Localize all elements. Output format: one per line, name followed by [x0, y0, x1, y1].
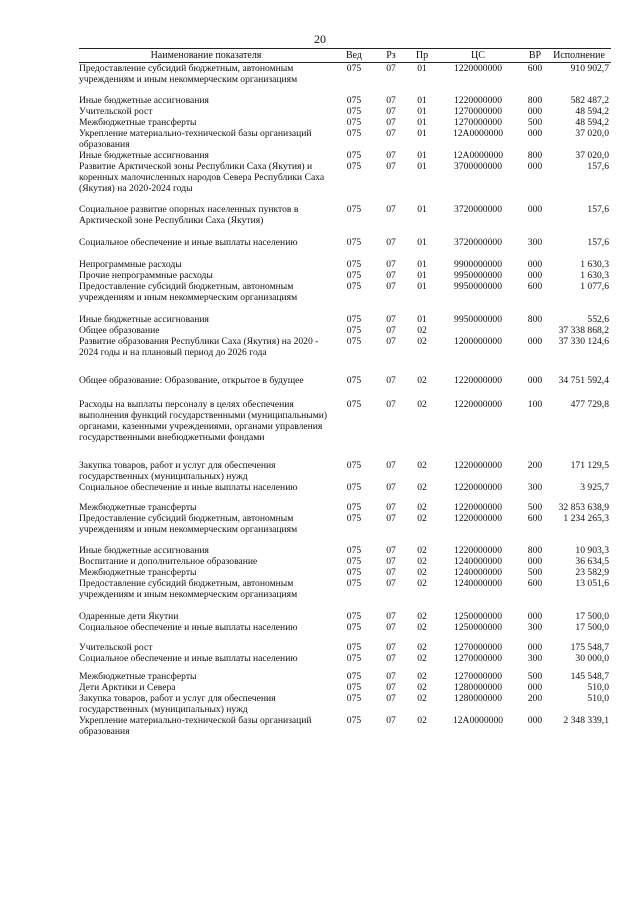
cell-rz: 07	[386, 314, 396, 325]
cell-pr: 02	[417, 399, 427, 410]
cell-rz: 07	[386, 399, 396, 410]
cell-ved: 075	[346, 693, 362, 704]
cell-ex: 1 234 265,3	[563, 513, 609, 524]
cell-rz: 07	[386, 325, 396, 336]
cell-cs: 12A0000000	[452, 715, 504, 726]
header-name: Наименование показателя	[150, 50, 262, 61]
cell-cs: 9950000000	[454, 314, 502, 325]
cell-ved: 075	[346, 106, 362, 117]
cell-ex: 37 020,0	[575, 128, 609, 139]
header-pr: Пр	[415, 50, 429, 61]
cell-vr: 500	[527, 567, 543, 578]
cell-pr: 02	[417, 622, 427, 633]
cell-pr: 01	[417, 204, 427, 215]
cell-ex: 37 020,0	[575, 150, 609, 161]
cell-vr: 800	[527, 545, 543, 556]
cell-cs: 1220000000	[454, 63, 502, 74]
table-row	[79, 106, 611, 117]
cell-vr: 800	[527, 314, 543, 325]
table-row	[79, 150, 611, 161]
cell-ved: 075	[346, 281, 362, 292]
cell-name: Общее образование: Образование, открытое в будущее	[79, 375, 304, 386]
cell-cs: 1250000000	[454, 611, 502, 622]
cell-pr: 02	[417, 578, 427, 589]
cell-name: Социальное обеспечение и иные выплаты населению	[79, 237, 298, 248]
cell-pr: 01	[417, 259, 427, 270]
cell-cs: 1250000000	[454, 622, 502, 633]
cell-vr: 300	[527, 237, 543, 248]
cell-pr: 01	[417, 270, 427, 281]
cell-ex: 17 500,0	[575, 622, 609, 633]
cell-ved: 075	[346, 270, 362, 281]
cell-vr: 300	[527, 653, 543, 664]
cell-rz: 07	[386, 715, 396, 726]
cell-vr: 000	[527, 128, 543, 139]
cell-pr: 02	[417, 642, 427, 653]
cell-vr: 000	[527, 556, 543, 567]
cell-cs: 9900000000	[454, 259, 502, 270]
cell-vr: 000	[527, 375, 543, 386]
cell-pr: 02	[417, 502, 427, 513]
cell-name: Предоставление субсидий бюджетным, автономным учреждениям и иным некоммерческим организациям	[79, 281, 298, 303]
table-row	[79, 482, 611, 502]
budget-table	[79, 48, 611, 737]
cell-ved: 075	[346, 150, 362, 161]
cell-pr: 01	[417, 161, 427, 172]
table-row	[79, 204, 611, 237]
cell-ex: 175 548,7	[570, 642, 609, 653]
cell-ved: 075	[346, 642, 362, 653]
cell-cs: 12A0000000	[452, 150, 504, 161]
cell-ex: 34 751 592,4	[558, 375, 609, 386]
cell-vr: 000	[527, 204, 543, 215]
cell-vr: 200	[527, 460, 543, 471]
cell-ex: 2 348 339,1	[563, 715, 609, 726]
table-row	[79, 336, 611, 375]
table-body	[79, 63, 611, 737]
cell-vr: 600	[527, 513, 543, 524]
cell-name: Укрепление материально-технической базы организаций образования	[79, 715, 312, 737]
cell-vr: 300	[527, 482, 543, 493]
cell-ved: 075	[346, 502, 362, 513]
cell-ved: 075	[346, 611, 362, 622]
table-row	[79, 642, 611, 653]
cell-rz: 07	[386, 336, 396, 347]
cell-ex: 37 338 868,2	[558, 325, 609, 336]
header-ex: Исполнение	[553, 50, 605, 61]
cell-vr: 000	[527, 611, 543, 622]
cell-name: Одаренные дети Якутии	[79, 611, 179, 622]
cell-ex: 1 630,3	[580, 259, 609, 270]
cell-ved: 075	[346, 399, 362, 410]
cell-ex: 36 634,5	[575, 556, 609, 567]
table-row	[79, 270, 611, 281]
cell-ex: 145 548,7	[570, 671, 609, 682]
cell-ex: 32 853 638,9	[558, 502, 609, 513]
cell-rz: 07	[386, 513, 396, 524]
table-row	[79, 325, 611, 336]
cell-cs: 3720000000	[454, 237, 502, 248]
cell-ved: 075	[346, 460, 362, 471]
table-row	[79, 161, 611, 204]
cell-vr: 600	[527, 63, 543, 74]
cell-name: Общее образование	[79, 325, 160, 336]
cell-ved: 075	[346, 117, 362, 128]
cell-rz: 07	[386, 237, 396, 248]
cell-rz: 07	[386, 611, 396, 622]
cell-ved: 075	[346, 653, 362, 664]
table-row	[79, 611, 611, 622]
cell-pr: 02	[417, 653, 427, 664]
cell-rz: 07	[386, 545, 396, 556]
table-row	[79, 693, 611, 715]
cell-pr: 02	[417, 556, 427, 567]
cell-name: Учительской рост	[79, 106, 153, 117]
cell-pr: 02	[417, 567, 427, 578]
table-row	[79, 578, 611, 611]
cell-name: Учительской рост	[79, 642, 153, 653]
cell-ex: 17 500,0	[575, 611, 609, 622]
cell-cs: 1220000000	[454, 482, 502, 493]
cell-rz: 07	[386, 270, 396, 281]
cell-name: Дети Арктики и Севера	[79, 682, 176, 693]
cell-pr: 02	[417, 715, 427, 726]
cell-ved: 075	[346, 237, 362, 248]
cell-pr: 01	[417, 281, 427, 292]
table-row	[79, 281, 611, 314]
table-row	[79, 513, 611, 545]
cell-name: Иные бюджетные ассигнования	[79, 150, 209, 161]
cell-ved: 075	[346, 671, 362, 682]
table-row	[79, 567, 611, 578]
cell-cs: 1280000000	[454, 693, 502, 704]
header-vr: ВР	[528, 50, 542, 61]
cell-pr: 02	[417, 325, 427, 336]
cell-name: Развитие образования Республики Саха (Якутия) на 2020 - 2024 годы и на плановый период до 2026 года	[79, 336, 319, 358]
table-row	[79, 399, 611, 460]
table-row	[79, 314, 611, 325]
cell-vr: 200	[527, 693, 543, 704]
cell-ex: 510,0	[587, 682, 609, 693]
cell-pr: 01	[417, 314, 427, 325]
cell-name: Иные бюджетные ассигнования	[79, 545, 209, 556]
cell-name: Социальное развитие опорных населенных пунктов в Арктической зоне Республики Саха (Якутия)	[79, 204, 299, 226]
cell-rz: 07	[386, 259, 396, 270]
cell-cs: 1220000000	[454, 399, 502, 410]
cell-ved: 075	[346, 314, 362, 325]
cell-rz: 07	[386, 63, 396, 74]
cell-vr: 800	[527, 150, 543, 161]
cell-rz: 07	[386, 622, 396, 633]
table-row	[79, 460, 611, 482]
cell-rz: 07	[386, 578, 396, 589]
cell-ex: 552,6	[587, 314, 609, 325]
cell-ex: 477 729,8	[570, 399, 609, 410]
cell-name: Закупка товаров, работ и услуг для обеспечения государственных (муниципальных) нужд	[79, 693, 276, 715]
cell-name: Развитие Арктической зоны Республики Саха (Якутия) и коренных малочисленных народов Севера Республики Саха (Якутия) на 2020-2024 годы	[79, 161, 325, 194]
cell-cs: 1220000000	[454, 460, 502, 471]
cell-name: Непрограммные расходы	[79, 259, 182, 270]
table-row	[79, 502, 611, 513]
table-row	[79, 237, 611, 259]
cell-pr: 01	[417, 237, 427, 248]
cell-ved: 075	[346, 95, 362, 106]
cell-cs: 3700000000	[454, 161, 502, 172]
cell-ex: 171 129,5	[570, 460, 609, 471]
cell-vr: 000	[527, 259, 543, 270]
cell-pr: 02	[417, 611, 427, 622]
cell-ex: 30 000,0	[575, 653, 609, 664]
cell-rz: 07	[386, 642, 396, 653]
cell-pr: 01	[417, 128, 427, 139]
cell-rz: 07	[386, 150, 396, 161]
cell-vr: 000	[527, 715, 543, 726]
cell-ex: 157,6	[587, 161, 609, 172]
cell-pr: 01	[417, 106, 427, 117]
table-row	[79, 622, 611, 642]
table-row	[79, 259, 611, 270]
cell-rz: 07	[386, 95, 396, 106]
cell-cs: 1240000000	[454, 567, 502, 578]
cell-ved: 075	[346, 375, 362, 386]
cell-name: Межбюджетные трансферты	[79, 567, 197, 578]
cell-cs: 1220000000	[454, 545, 502, 556]
cell-cs: 9950000000	[454, 270, 502, 281]
cell-name: Социальное обеспечение и иные выплаты населению	[79, 622, 298, 633]
table-row	[79, 545, 611, 556]
cell-cs: 1270000000	[454, 653, 502, 664]
cell-rz: 07	[386, 281, 396, 292]
cell-cs: 9950000000	[454, 281, 502, 292]
table-row	[79, 653, 611, 671]
cell-vr: 100	[527, 399, 543, 410]
header-ved: Вед	[345, 50, 363, 61]
page-number: 20	[314, 32, 326, 46]
cell-name: Межбюджетные трансферты	[79, 117, 197, 128]
cell-name: Межбюджетные трансферты	[79, 502, 197, 513]
cell-name: Социальное обеспечение и иные выплаты населению	[79, 653, 298, 664]
cell-ex: 13 051,6	[575, 578, 609, 589]
cell-rz: 07	[386, 128, 396, 139]
cell-name: Закупка товаров, работ и услуг для обеспечения государственных (муниципальных) нужд	[79, 460, 276, 482]
header-cs: ЦС	[471, 50, 485, 61]
cell-cs: 1200000000	[454, 336, 502, 347]
cell-vr: 300	[527, 622, 543, 633]
cell-cs: 1220000000	[454, 502, 502, 513]
cell-ved: 075	[346, 578, 362, 589]
cell-pr: 02	[417, 482, 427, 493]
cell-cs: 1270000000	[454, 642, 502, 653]
cell-cs: 1220000000	[454, 513, 502, 524]
cell-ved: 075	[346, 545, 362, 556]
cell-vr: 000	[527, 642, 543, 653]
cell-vr: 500	[527, 671, 543, 682]
table-row	[79, 95, 611, 106]
cell-rz: 07	[386, 502, 396, 513]
cell-name: Предоставление субсидий бюджетным, автономным учреждениям и иным некоммерческим организациям	[79, 63, 298, 85]
cell-vr: 600	[527, 281, 543, 292]
cell-cs: 1220000000	[454, 95, 502, 106]
cell-ved: 075	[346, 556, 362, 567]
cell-name: Воспитание и дополнительное образование	[79, 556, 258, 567]
cell-name: Иные бюджетные ассигнования	[79, 314, 209, 325]
cell-ved: 075	[346, 259, 362, 270]
cell-pr: 02	[417, 460, 427, 471]
cell-rz: 07	[386, 671, 396, 682]
table-row	[79, 375, 611, 399]
cell-ved: 075	[346, 204, 362, 215]
table-row	[79, 671, 611, 682]
cell-vr: 000	[527, 336, 543, 347]
cell-vr: 800	[527, 95, 543, 106]
cell-cs: 1240000000	[454, 556, 502, 567]
cell-vr: 000	[527, 106, 543, 117]
cell-ved: 075	[346, 63, 362, 74]
cell-ex: 157,6	[587, 237, 609, 248]
cell-pr: 02	[417, 375, 427, 386]
cell-rz: 07	[386, 482, 396, 493]
cell-pr: 01	[417, 95, 427, 106]
cell-cs: 12A0000000	[452, 128, 504, 139]
cell-rz: 07	[386, 460, 396, 471]
cell-ex: 48 594,2	[575, 117, 609, 128]
table-row	[79, 128, 611, 150]
cell-name: Прочие непрограммные расходы	[79, 270, 213, 281]
cell-cs: 1240000000	[454, 578, 502, 589]
table-row	[79, 63, 611, 95]
cell-name: Иные бюджетные ассигнования	[79, 95, 209, 106]
table-row	[79, 556, 611, 567]
cell-ex: 3 925,7	[580, 482, 609, 493]
cell-vr: 500	[527, 117, 543, 128]
cell-rz: 07	[386, 567, 396, 578]
cell-rz: 07	[386, 682, 396, 693]
cell-name: Межбюджетные трансферты	[79, 671, 197, 682]
cell-cs: 1280000000	[454, 682, 502, 693]
cell-ex: 1 630,3	[580, 270, 609, 281]
cell-name: Социальное обеспечение и иные выплаты населению	[79, 482, 298, 493]
cell-pr: 02	[417, 671, 427, 682]
cell-name: Предоставление субсидий бюджетным, автономным учреждениям и иным некоммерческим организациям	[79, 578, 298, 600]
cell-pr: 02	[417, 336, 427, 347]
cell-ved: 075	[346, 161, 362, 172]
cell-pr: 02	[417, 513, 427, 524]
table-row	[79, 715, 611, 737]
cell-ex: 23 582,9	[575, 567, 609, 578]
cell-rz: 07	[386, 106, 396, 117]
cell-ved: 075	[346, 715, 362, 726]
cell-ex: 10 903,3	[575, 545, 609, 556]
cell-ved: 075	[346, 336, 362, 347]
cell-vr: 000	[527, 270, 543, 281]
cell-cs: 1270000000	[454, 117, 502, 128]
cell-rz: 07	[386, 653, 396, 664]
cell-ved: 075	[346, 128, 362, 139]
cell-cs: 3720000000	[454, 204, 502, 215]
cell-ved: 075	[346, 622, 362, 633]
header-rz: Рз	[386, 50, 396, 61]
cell-vr: 000	[527, 682, 543, 693]
cell-ex: 48 594,2	[575, 106, 609, 117]
table-row	[79, 117, 611, 128]
cell-pr: 01	[417, 63, 427, 74]
table-row	[79, 682, 611, 693]
cell-ex: 1 077,6	[580, 281, 609, 292]
cell-pr: 01	[417, 150, 427, 161]
cell-ved: 075	[346, 482, 362, 493]
cell-ex: 37 330 124,6	[558, 336, 609, 347]
cell-ex: 910 902,7	[570, 63, 609, 74]
cell-cs: 1270000000	[454, 106, 502, 117]
cell-ex: 157,6	[587, 204, 609, 215]
cell-vr: 600	[527, 578, 543, 589]
cell-vr: 500	[527, 502, 543, 513]
cell-rz: 07	[386, 161, 396, 172]
cell-ved: 075	[346, 513, 362, 524]
cell-name: Предоставление субсидий бюджетным, автономным учреждениям и иным некоммерческим организациям	[79, 513, 298, 535]
cell-rz: 07	[386, 204, 396, 215]
cell-ex: 582 487,2	[570, 95, 609, 106]
cell-pr: 02	[417, 545, 427, 556]
cell-pr: 01	[417, 117, 427, 128]
cell-cs: 1270000000	[454, 671, 502, 682]
cell-cs: 1220000000	[454, 375, 502, 386]
cell-ved: 075	[346, 325, 362, 336]
cell-name: Укрепление материально-технической базы организаций образования	[79, 128, 312, 150]
cell-rz: 07	[386, 556, 396, 567]
cell-ex: 510,0	[587, 693, 609, 704]
cell-rz: 07	[386, 375, 396, 386]
cell-pr: 02	[417, 693, 427, 704]
cell-name: Расходы на выплаты персоналу в целях обеспечения выполнения функций государственными (муниципальными) органами, казенными учреждениями, органами управления государственными внебюджетными фондами	[79, 399, 328, 443]
table-header	[79, 48, 611, 63]
cell-rz: 07	[386, 117, 396, 128]
cell-ved: 075	[346, 567, 362, 578]
cell-rz: 07	[386, 693, 396, 704]
cell-vr: 000	[527, 161, 543, 172]
cell-ved: 075	[346, 682, 362, 693]
cell-pr: 02	[417, 682, 427, 693]
